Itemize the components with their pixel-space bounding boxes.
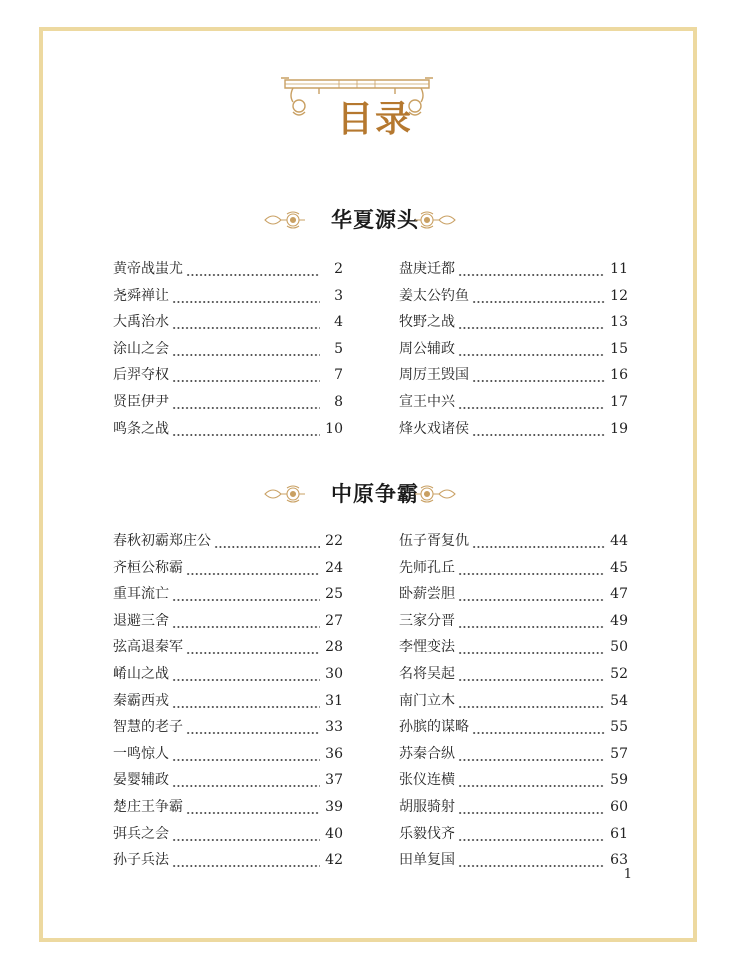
toc-entry[interactable] bbox=[399, 285, 628, 307]
toc-entry-title: 伍子胥复仇 bbox=[399, 533, 469, 549]
toc-entry-title: 智慧的老子 bbox=[113, 719, 183, 736]
dot-leader bbox=[458, 823, 605, 845]
toc-entry[interactable] bbox=[113, 716, 343, 738]
dot-leader bbox=[172, 769, 320, 791]
toc-entry-page: 10 bbox=[325, 420, 343, 437]
toc-entry[interactable] bbox=[113, 557, 343, 579]
dot-leader bbox=[186, 796, 320, 818]
section-title: 华夏源头 bbox=[331, 207, 419, 232]
toc-entry[interactable] bbox=[113, 796, 343, 818]
toc-entry[interactable] bbox=[399, 849, 628, 871]
toc-entry-title: 弦高退秦军 bbox=[113, 639, 183, 656]
toc-entry-page: 11 bbox=[610, 261, 628, 277]
flourish-right-icon bbox=[413, 484, 457, 504]
toc-entry[interactable] bbox=[399, 364, 628, 386]
toc-entry-title: 后羿夺权 bbox=[113, 367, 169, 384]
dot-leader bbox=[186, 636, 320, 658]
dot-leader bbox=[172, 391, 320, 413]
toc-entry[interactable] bbox=[113, 690, 343, 712]
toc-entry-page: 28 bbox=[325, 639, 343, 656]
toc-entry-page: 2 bbox=[334, 261, 343, 277]
toc-entry[interactable] bbox=[399, 338, 628, 360]
toc-entry-title: 烽火戏诸侯 bbox=[399, 420, 469, 437]
toc-entry-title: 春秋初霸郑庄公 bbox=[113, 533, 211, 549]
dot-leader bbox=[172, 690, 320, 712]
toc-entry-title: 牧野之战 bbox=[399, 314, 455, 331]
toc-entry-page: 49 bbox=[610, 612, 628, 629]
toc-entry-title: 盘庚迁都 bbox=[399, 261, 455, 277]
toc-entry-page: 54 bbox=[610, 692, 628, 709]
toc-entry-page: 40 bbox=[325, 825, 343, 842]
dot-leader bbox=[172, 364, 320, 386]
toc-entry-title: 弭兵之会 bbox=[113, 825, 169, 842]
toc-entry-page: 57 bbox=[610, 745, 628, 762]
toc-entry-title: 姜太公钓鱼 bbox=[399, 287, 469, 304]
toc-entry[interactable] bbox=[399, 769, 628, 791]
dot-leader bbox=[458, 583, 605, 605]
toc-entry-page: 24 bbox=[325, 559, 343, 576]
dot-leader bbox=[458, 796, 605, 818]
toc-entry[interactable] bbox=[399, 258, 628, 280]
toc-entry[interactable] bbox=[399, 796, 628, 818]
toc-entry[interactable] bbox=[399, 610, 628, 632]
toc-entry-title: 乐毅伐齐 bbox=[399, 825, 455, 842]
toc-entry-title: 一鸣惊人 bbox=[113, 745, 169, 762]
toc-entry-title: 孙膑的谋略 bbox=[399, 719, 469, 736]
toc-entry-page: 16 bbox=[610, 367, 628, 384]
toc-entry-page: 15 bbox=[610, 340, 628, 357]
toc-entry-page: 27 bbox=[325, 612, 343, 629]
section-heading bbox=[0, 479, 750, 509]
toc-entry-title: 周厉王毁国 bbox=[399, 367, 469, 384]
toc-entry-page: 47 bbox=[610, 586, 628, 603]
dot-leader bbox=[172, 743, 320, 765]
toc-entry-page: 39 bbox=[325, 799, 343, 815]
toc-entry[interactable] bbox=[113, 418, 343, 440]
toc-entry-page: 44 bbox=[610, 533, 628, 549]
section-title: 中原争霸 bbox=[331, 481, 419, 506]
toc-entry[interactable] bbox=[399, 636, 628, 658]
toc-entry-page: 3 bbox=[334, 287, 343, 304]
dot-leader bbox=[172, 285, 320, 307]
dot-leader bbox=[472, 716, 605, 738]
toc-entry-title: 张仪连横 bbox=[399, 772, 455, 789]
toc-entry-page: 22 bbox=[325, 533, 343, 549]
toc-entry-title: 黄帝战蚩尤 bbox=[113, 261, 183, 277]
toc-entry[interactable] bbox=[113, 338, 343, 360]
toc-entry-title: 田单复国 bbox=[399, 852, 455, 869]
dot-leader bbox=[458, 769, 605, 791]
toc-entry-page: 17 bbox=[610, 394, 628, 410]
toc-entry[interactable] bbox=[399, 583, 628, 605]
toc-entry-page: 63 bbox=[610, 852, 628, 869]
toc-entry[interactable] bbox=[113, 823, 343, 845]
toc-entry-title: 苏秦合纵 bbox=[399, 745, 455, 762]
toc-entry-title: 齐桓公称霸 bbox=[113, 559, 183, 576]
dot-leader bbox=[458, 663, 605, 685]
toc-entry[interactable] bbox=[399, 418, 628, 440]
toc-entry[interactable] bbox=[399, 311, 628, 333]
toc-entry-page: 4 bbox=[334, 314, 343, 331]
toc-entry-title: 孙子兵法 bbox=[113, 852, 169, 869]
dot-leader bbox=[458, 743, 605, 765]
toc-entry-page: 55 bbox=[610, 719, 628, 736]
toc-entry[interactable] bbox=[113, 311, 343, 333]
page-title: 目录 bbox=[336, 98, 413, 140]
toc-entry[interactable] bbox=[113, 285, 343, 307]
dot-leader bbox=[472, 364, 605, 386]
dot-leader bbox=[186, 716, 320, 738]
toc-entry-page: 42 bbox=[325, 852, 343, 869]
dot-leader bbox=[458, 311, 605, 333]
toc-entry[interactable] bbox=[113, 769, 343, 791]
toc-entry-title: 胡服骑射 bbox=[399, 799, 455, 815]
toc-entry-page: 8 bbox=[334, 394, 343, 410]
toc-entry-page: 7 bbox=[334, 367, 343, 384]
toc-entry[interactable] bbox=[113, 530, 343, 552]
toc-entry-title: 宣王中兴 bbox=[399, 394, 455, 410]
toc-entry-title: 重耳流亡 bbox=[113, 586, 169, 603]
toc-entry-page: 45 bbox=[610, 559, 628, 576]
toc-entry-title: 涂山之会 bbox=[113, 340, 169, 357]
dot-leader bbox=[472, 530, 605, 552]
toc-entry[interactable] bbox=[399, 391, 628, 413]
dot-leader bbox=[186, 557, 320, 579]
dot-leader bbox=[186, 258, 320, 280]
toc-entry-page: 60 bbox=[610, 799, 628, 815]
toc-entry-page: 37 bbox=[325, 772, 343, 789]
toc-entry[interactable] bbox=[113, 610, 343, 632]
toc-entry-title: 名将吴起 bbox=[399, 666, 455, 682]
dot-leader bbox=[458, 636, 605, 658]
dot-leader bbox=[458, 849, 605, 871]
toc-entry-title: 贤臣伊尹 bbox=[113, 394, 169, 410]
toc-entry-title: 李悝变法 bbox=[399, 639, 455, 656]
toc-entry-page: 12 bbox=[610, 287, 628, 304]
toc-entry-page: 61 bbox=[610, 825, 628, 842]
toc-entry-page: 5 bbox=[334, 340, 343, 357]
toc-entry-title: 先师孔丘 bbox=[399, 559, 455, 576]
toc-entry[interactable] bbox=[399, 663, 628, 685]
dot-leader bbox=[172, 663, 320, 685]
dot-leader bbox=[172, 311, 320, 333]
dot-leader bbox=[458, 258, 605, 280]
toc-entry-title: 晏婴辅政 bbox=[113, 772, 169, 789]
toc-entry[interactable] bbox=[113, 663, 343, 685]
section-heading bbox=[0, 205, 750, 235]
toc-entry-page: 25 bbox=[325, 586, 343, 603]
toc-entry-page: 19 bbox=[610, 420, 628, 437]
toc-entry-title: 楚庄王争霸 bbox=[113, 799, 183, 815]
dot-leader bbox=[172, 418, 320, 440]
toc-entry-title: 大禹治水 bbox=[113, 314, 169, 331]
toc-entry-page: 50 bbox=[610, 639, 628, 656]
toc-entry[interactable] bbox=[113, 636, 343, 658]
toc-entry-page: 30 bbox=[325, 666, 343, 682]
dot-leader bbox=[458, 690, 605, 712]
dot-leader bbox=[172, 338, 320, 360]
toc-entry-title: 鸣条之战 bbox=[113, 420, 169, 437]
toc-entry[interactable] bbox=[399, 557, 628, 579]
toc-entry[interactable] bbox=[399, 743, 628, 765]
toc-entry-title: 退避三舍 bbox=[113, 612, 169, 629]
toc-entry-title: 南门立木 bbox=[399, 692, 455, 709]
flourish-right-icon bbox=[413, 210, 457, 230]
toc-entry-page: 59 bbox=[610, 772, 628, 789]
toc-entry-title: 周公辅政 bbox=[399, 340, 455, 357]
toc-entry-title: 卧薪尝胆 bbox=[399, 586, 455, 603]
page-number: 1 bbox=[623, 867, 632, 882]
dot-leader bbox=[172, 583, 320, 605]
dot-leader bbox=[172, 610, 320, 632]
toc-entry-page: 31 bbox=[325, 692, 343, 709]
toc-entry[interactable] bbox=[113, 743, 343, 765]
toc-entry[interactable] bbox=[399, 530, 628, 552]
toc-entry[interactable] bbox=[399, 823, 628, 845]
toc-entry-page: 52 bbox=[610, 666, 628, 682]
toc-entry-page: 13 bbox=[610, 314, 628, 331]
toc-entry-title: 崤山之战 bbox=[113, 666, 169, 682]
dot-leader bbox=[172, 849, 320, 871]
toc-entry[interactable] bbox=[113, 849, 343, 871]
toc-entry-title: 三家分晋 bbox=[399, 612, 455, 629]
toc-entry-title: 秦霸西戎 bbox=[113, 692, 169, 709]
dot-leader bbox=[472, 285, 605, 307]
dot-leader bbox=[472, 418, 605, 440]
toc-entry[interactable] bbox=[113, 364, 343, 386]
toc-entry-page: 33 bbox=[325, 719, 343, 736]
toc-entry[interactable] bbox=[113, 391, 343, 413]
toc-entry[interactable] bbox=[113, 583, 343, 605]
toc-entry-page: 36 bbox=[325, 745, 343, 762]
dot-leader bbox=[458, 610, 605, 632]
dot-leader bbox=[172, 823, 320, 845]
toc-entry[interactable] bbox=[399, 690, 628, 712]
toc-entry[interactable] bbox=[113, 258, 343, 280]
toc-entry[interactable] bbox=[399, 716, 628, 738]
dot-leader bbox=[458, 338, 605, 360]
toc-entry-title: 尧舜禅让 bbox=[113, 287, 169, 304]
dot-leader bbox=[458, 557, 605, 579]
dot-leader bbox=[458, 391, 605, 413]
dot-leader bbox=[214, 530, 320, 552]
